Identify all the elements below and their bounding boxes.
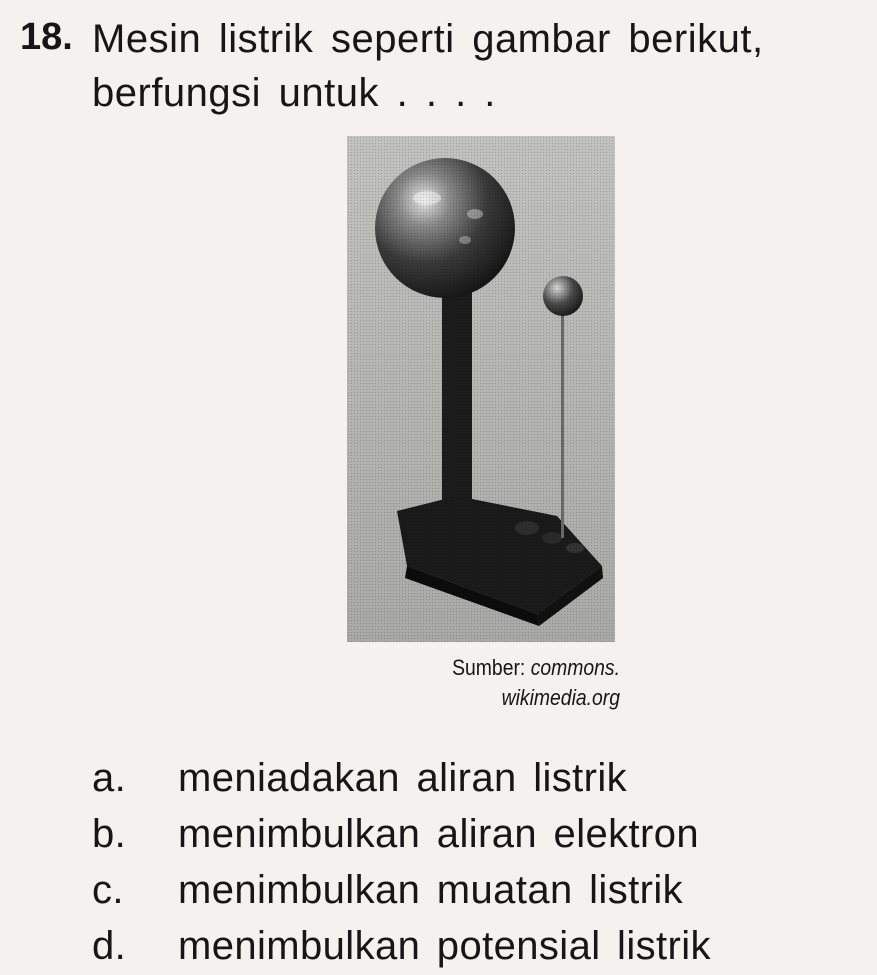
option-text: menimbulkan potensial listrik <box>178 924 711 968</box>
generator-illustration <box>347 136 615 642</box>
option-text: menimbulkan aliran elektron <box>178 812 700 856</box>
question-number: 18. <box>20 16 73 58</box>
source-label: Sumber: <box>452 655 526 680</box>
option-text: meniadakan aliran listrik <box>178 756 628 800</box>
question-text-line-1: Mesin listrik seperti gambar berikut, <box>92 17 764 61</box>
option-b[interactable] <box>92 806 852 862</box>
option-letter: d. <box>92 924 127 968</box>
van-de-graaff-photo <box>347 136 615 642</box>
answer-options <box>92 750 852 974</box>
option-c[interactable] <box>92 862 852 918</box>
option-letter: a. <box>92 756 127 800</box>
source-text-part-1: commons. <box>530 655 620 680</box>
option-d[interactable] <box>92 918 852 974</box>
option-a[interactable] <box>92 750 852 806</box>
option-letter: c. <box>92 868 124 912</box>
image-source-caption <box>409 653 620 713</box>
option-letter: b. <box>92 812 127 856</box>
option-text: menimbulkan muatan listrik <box>178 868 684 912</box>
question-text <box>92 12 852 120</box>
question-text-line-2: berfungsi untuk . . . . <box>92 71 496 115</box>
source-text-part-2: wikimedia.org <box>501 685 620 710</box>
